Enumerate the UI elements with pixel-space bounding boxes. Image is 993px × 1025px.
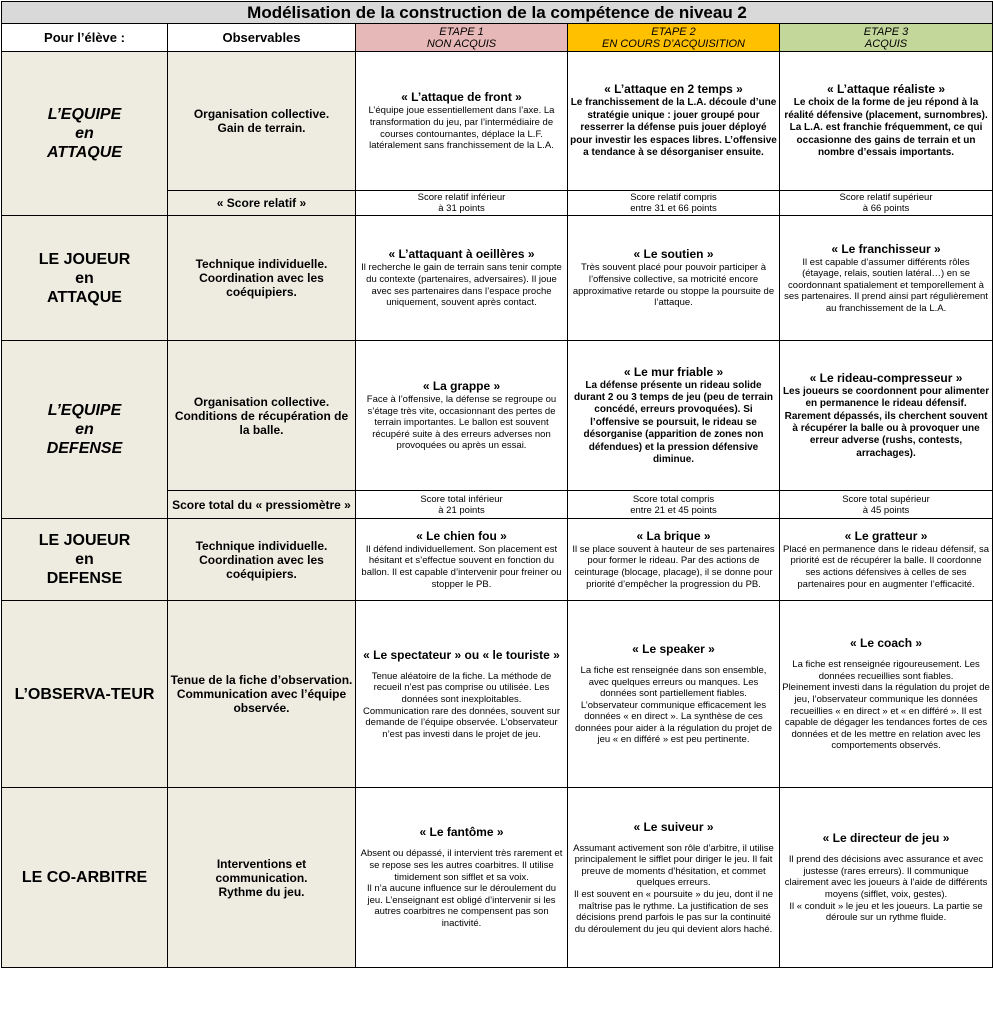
row-label-line: L’EQUIPE: [47, 106, 122, 123]
score-line: à 66 points: [862, 203, 910, 214]
header-etape-2: [568, 24, 780, 52]
cell-text: Les joueurs se coordonnent pour alimenter en permanence le rideau défensif. Rarement dépassés, ils cherchent souvent à récupérer la balle ou à provoquer une erreur adverse (rushs, contests, arrachages).: [782, 385, 990, 459]
observables-joueur-attaque: [168, 216, 356, 341]
cell-title: « L’attaquant à oeillères »: [388, 247, 535, 262]
cell-observateur-etape-1: [356, 601, 568, 788]
observables-equipe-defense: [168, 341, 356, 491]
cell-coarbitre-etape-3: [780, 788, 993, 968]
row-equipe-defense: [2, 341, 168, 519]
score-line: Score relatif compris: [630, 192, 717, 203]
cell-equipe-defense-etape-3: [780, 341, 993, 491]
row-label-line: LE JOUEUR: [38, 250, 131, 268]
cell-equipe-attaque-etape-3: [780, 52, 993, 191]
observable-line: Coordination avec les coéquipiers.: [199, 271, 324, 299]
cell-title: « Le directeur de jeu »: [822, 831, 950, 846]
row-label-line: en: [75, 421, 94, 438]
cell-title: « Le franchisseur »: [831, 241, 941, 256]
row-coarbitre: [2, 788, 168, 968]
header-observables: Observables: [168, 24, 356, 52]
cell-title: « Le coach »: [850, 636, 923, 651]
row-joueur-attaque: [2, 216, 168, 341]
score-relatif-etape-1: [356, 191, 568, 216]
score-line: Score relatif supérieur: [839, 192, 933, 203]
row-label-line: LE CO-ARBITRE: [21, 869, 148, 886]
score-line: à 31 points: [438, 203, 485, 214]
observable-line: Conditions de récupération de la balle.: [174, 408, 349, 437]
header-etape-3: [780, 24, 993, 52]
observable-line: Technique individuelle.: [195, 257, 328, 271]
cell-joueur-attaque-etape-3: [780, 216, 993, 341]
score-relatif-etape-2: [568, 191, 780, 216]
cell-joueur-defense-etape-3: [780, 519, 993, 601]
score-line: à 45 points: [862, 504, 910, 516]
observables-joueur-defense: [168, 519, 356, 601]
cell-joueur-defense-etape-2: [568, 519, 780, 601]
cell-coarbitre-etape-1: [356, 788, 568, 968]
observables-equipe-attaque: [168, 52, 356, 191]
cell-text: Assumant activement son rôle d’arbitre, il utilise principalement le sifflet pour diriger le jeu. Il fait preuve de moments d’hésitation, et commet quelques erreurs.: [573, 842, 774, 889]
cell-title: « Le chien fou »: [416, 528, 507, 543]
cell-title: « Le rideau-compresseur »: [809, 370, 963, 385]
cell-observateur-etape-3: [780, 601, 993, 788]
header-etape-1: [356, 24, 568, 52]
cell-equipe-defense-etape-1: [356, 341, 568, 491]
row-label-line: en: [75, 551, 94, 568]
score-line: à 21 points: [438, 504, 485, 516]
competence-table: [1, 1, 993, 968]
cell-text: La défense présente un rideau solide durant 2 ou 3 temps de jeu (peu de terrain concédé, erreurs provoquées). Si l’offensive se poursuit, le rideau se désorganise (apparition de zones non défendues) et la pression défensive diminue.: [574, 379, 773, 466]
table-title: Modélisation de la construction de la compétence de niveau 2: [2, 2, 993, 24]
cell-text: Tenue aléatoire de la fiche. La méthode de recueil n’est pas comprise ou utilisée. Les données sont inexploitables.: [371, 670, 552, 705]
observable-line: Rythme du jeu.: [218, 884, 305, 899]
cell-title: « L’attaque réaliste »: [826, 82, 946, 97]
etape-2-status: EN COURS D’ACQUISITION: [601, 37, 745, 50]
cell-title: « Le fantôme »: [419, 825, 504, 840]
row-label-line: DEFENSE: [46, 570, 123, 587]
cell-title: « L’attaque de front »: [401, 90, 522, 105]
observable-line: Communication avec l’équipe observée.: [176, 687, 347, 715]
score-line: Score total compris: [632, 493, 715, 505]
row-label-line: DEFENSE: [46, 440, 123, 457]
cell-equipe-attaque-etape-1: [356, 52, 568, 191]
cell-observateur-etape-2: [568, 601, 780, 788]
row-label-line: LE JOUEUR: [38, 532, 131, 549]
etape-1-status: NON ACQUIS: [426, 37, 497, 50]
cell-equipe-defense-etape-2: [568, 341, 780, 491]
observable-line: Interventions et communication.: [215, 856, 308, 885]
row-joueur-defense: [2, 519, 168, 601]
cell-text: Placé en permanence dans le rideau défensif, sa priorité est de récupérer la balle. Il coordonne ses actions défensives à celles de ses partenaires pour en augmenter l’efficacité.: [783, 543, 989, 590]
row-label-line: en: [75, 269, 94, 287]
score-pressiometre-etape-3: [780, 491, 993, 519]
cell-title: « Le suiveur »: [633, 819, 714, 834]
cell-coarbitre-etape-2: [568, 788, 780, 968]
observable-line: Coordination avec les coéquipiers.: [199, 552, 324, 581]
score-pressiometre-etape-2: [568, 491, 780, 519]
cell-text: Il recherche le gain de terrain sans tenir compte du contexte (partenaires, adversaires). Il joue avec ses partenaires dans l’espace proche uniquement, souvent après contact.: [361, 262, 562, 309]
row-equipe-attaque: [2, 52, 168, 216]
cell-title: « Le speaker »: [632, 641, 715, 656]
cell-joueur-defense-etape-1: [356, 519, 568, 601]
cell-text: La fiche est renseignée rigoureusement. Les données recueillies sont fiables.: [792, 659, 980, 682]
etape-2-number: ETAPE 2: [651, 25, 696, 38]
cell-text: Il « conduit » le jeu et les joueurs. La partie se déroule sur un rythme fluide.: [789, 900, 983, 924]
score-line: entre 31 et 66 points: [630, 203, 717, 214]
cell-text: Le choix de la forme de jeu répond à la réalité défensive (placement, surnombres). La L.A. est franchie fréquemment, ce qui occasionne des gains de terrain et un nombre d’essais importants.: [784, 97, 988, 159]
score-relatif-label: « Score relatif »: [168, 191, 356, 216]
cell-text: Absent ou dépassé, il intervient très rarement et se repose ses les autres coarbitres. Il utilise timidement son sifflet et sa voix.: [360, 848, 563, 883]
score-pressiometre-etape-1: [356, 491, 568, 519]
observables-observateur: [168, 601, 356, 788]
cell-title: « Le spectateur » ou « le touriste »: [363, 647, 560, 662]
cell-text: Il se place souvent à hauteur de ses partenaires pour former le rideau. Par des actions de ceinturage (blocage, placage), il se donne pour priorité d’empêcher la progression du PB.: [572, 543, 775, 590]
score-pressiometre-label: Score total du « pressiomètre »: [168, 491, 356, 519]
cell-title: « La brique »: [636, 528, 711, 543]
cell-title: « Le soutien »: [633, 247, 714, 262]
cell-text: La fiche est renseignée dans son ensemble, avec quelques erreurs ou manques. Les données sont partiellement fiables.: [580, 664, 767, 700]
observable-line: Technique individuelle.: [195, 538, 328, 553]
cell-text: Il défend individuellement. Son placement est hésitant et s’effectue souvent en fonction du ballon. Il est capable d’intervenir pour freiner ou stopper le PB.: [361, 543, 562, 590]
score-relatif-etape-3: [780, 191, 993, 216]
score-line: Score total inférieur: [420, 493, 503, 505]
score-line: Score relatif inférieur: [417, 192, 506, 203]
row-label-line: en: [75, 125, 94, 142]
etape-3-number: ETAPE 3: [863, 25, 909, 38]
header-eleve: Pour l’élève :: [2, 24, 168, 52]
observable-line: Organisation collective.: [193, 107, 330, 121]
row-label-line: ATTAQUE: [47, 288, 122, 306]
row-observateur: [2, 601, 168, 788]
cell-text: Il prend des décisions avec assurance et avec justesse (rares erreurs). Il communique clairement avec les joueurs à l’aide de différents moyens (sifflet, voix, gestes).: [784, 854, 988, 900]
row-label-line: L’EQUIPE: [47, 402, 122, 419]
cell-text: Il est capable d’assumer différents rôles (étayage, relais, soutien latéral…) en se coordonnant spatialement et temporellement à ses partenaires. Il prend ainsi part régulièrement au franchissement de la L.A.: [784, 256, 988, 314]
cell-text: L’observateur communique efficacement les données « en direct ». La synthèse de ces données pour aider à la régulation du projet de jeu « en différé » est peu pertinente.: [574, 699, 772, 746]
cell-text: Il est souvent en « poursuite » du jeu, dont il ne maîtrise pas le rythme. La justification de ses décisions prend parfois le pas sur la continuité du déroulement du jeu qui devient alors haché.: [573, 889, 774, 935]
cell-title: « Le mur friable »: [623, 364, 724, 379]
row-label-line: L’OBSERVA-TEUR: [14, 685, 155, 703]
row-label-line: ATTAQUE: [47, 144, 122, 161]
score-line: Score total supérieur: [842, 493, 930, 505]
etape-3-status: ACQUIS: [864, 37, 908, 50]
cell-joueur-attaque-etape-2: [568, 216, 780, 341]
cell-text: Communication rare des données, souvent sur demande de l’équipe observée. L’observateur n’est pas investi dans le projet de jeu.: [363, 705, 560, 740]
observable-line: Organisation collective.: [193, 394, 330, 409]
score-line: entre 21 et 45 points: [630, 504, 717, 516]
cell-title: « L’attaque en 2 temps »: [604, 82, 743, 97]
cell-title: « Le gratteur »: [844, 528, 928, 543]
cell-text: Il n’a aucune influence sur le déroulement du jeu. L’enseignant est obligé d’intervenir si les autres coarbitres ne compensent pas son inactivité.: [366, 883, 557, 929]
cell-text: Pleinement investi dans la régulation du projet de jeu, l’observateur communique les données recueillies « en direct » et « en différé ». Il est capable de dégager les tendances fortes de ces données et de les mettre en relation avec les comportements observés.: [782, 682, 990, 752]
cell-joueur-attaque-etape-1: [356, 216, 568, 341]
etape-1-number: ETAPE 1: [439, 25, 484, 38]
cell-equipe-attaque-etape-2: [568, 52, 780, 191]
observable-line: Gain de terrain.: [217, 121, 306, 135]
cell-text: Face à l’offensive, la défense se regroupe ou s’étage très vite, occasionnant des pertes de terrain importantes. Le ballon est souvent récupéré suite à des erreurs adverses non provoquées ou après un essai.: [366, 394, 557, 452]
cell-title: « La grappe »: [422, 379, 501, 394]
cell-text: Le franchissement de la L.A. découle d’une stratégie unique : jouer groupé pour resserrer la défense puis jouer déployé pour investir les espaces libres. L’offensive a tendance à se désorganiser ensuite.: [570, 97, 777, 159]
cell-text: Très souvent placé pour pouvoir participer à l’offensive collective, sa motricité encore approximative retarde ou stoppe la poursuite de l’attaque.: [572, 262, 775, 309]
observable-line: Tenue de la fiche d’observation.: [170, 673, 353, 687]
observables-coarbitre: [168, 788, 356, 968]
cell-text: L’équipe joue essentiellement dans l’axe. La transformation du jeu, par l’intermédiaire de courses contournantes, déplace la L.F. latéralement sans franchissement de la L.A.: [368, 105, 555, 152]
